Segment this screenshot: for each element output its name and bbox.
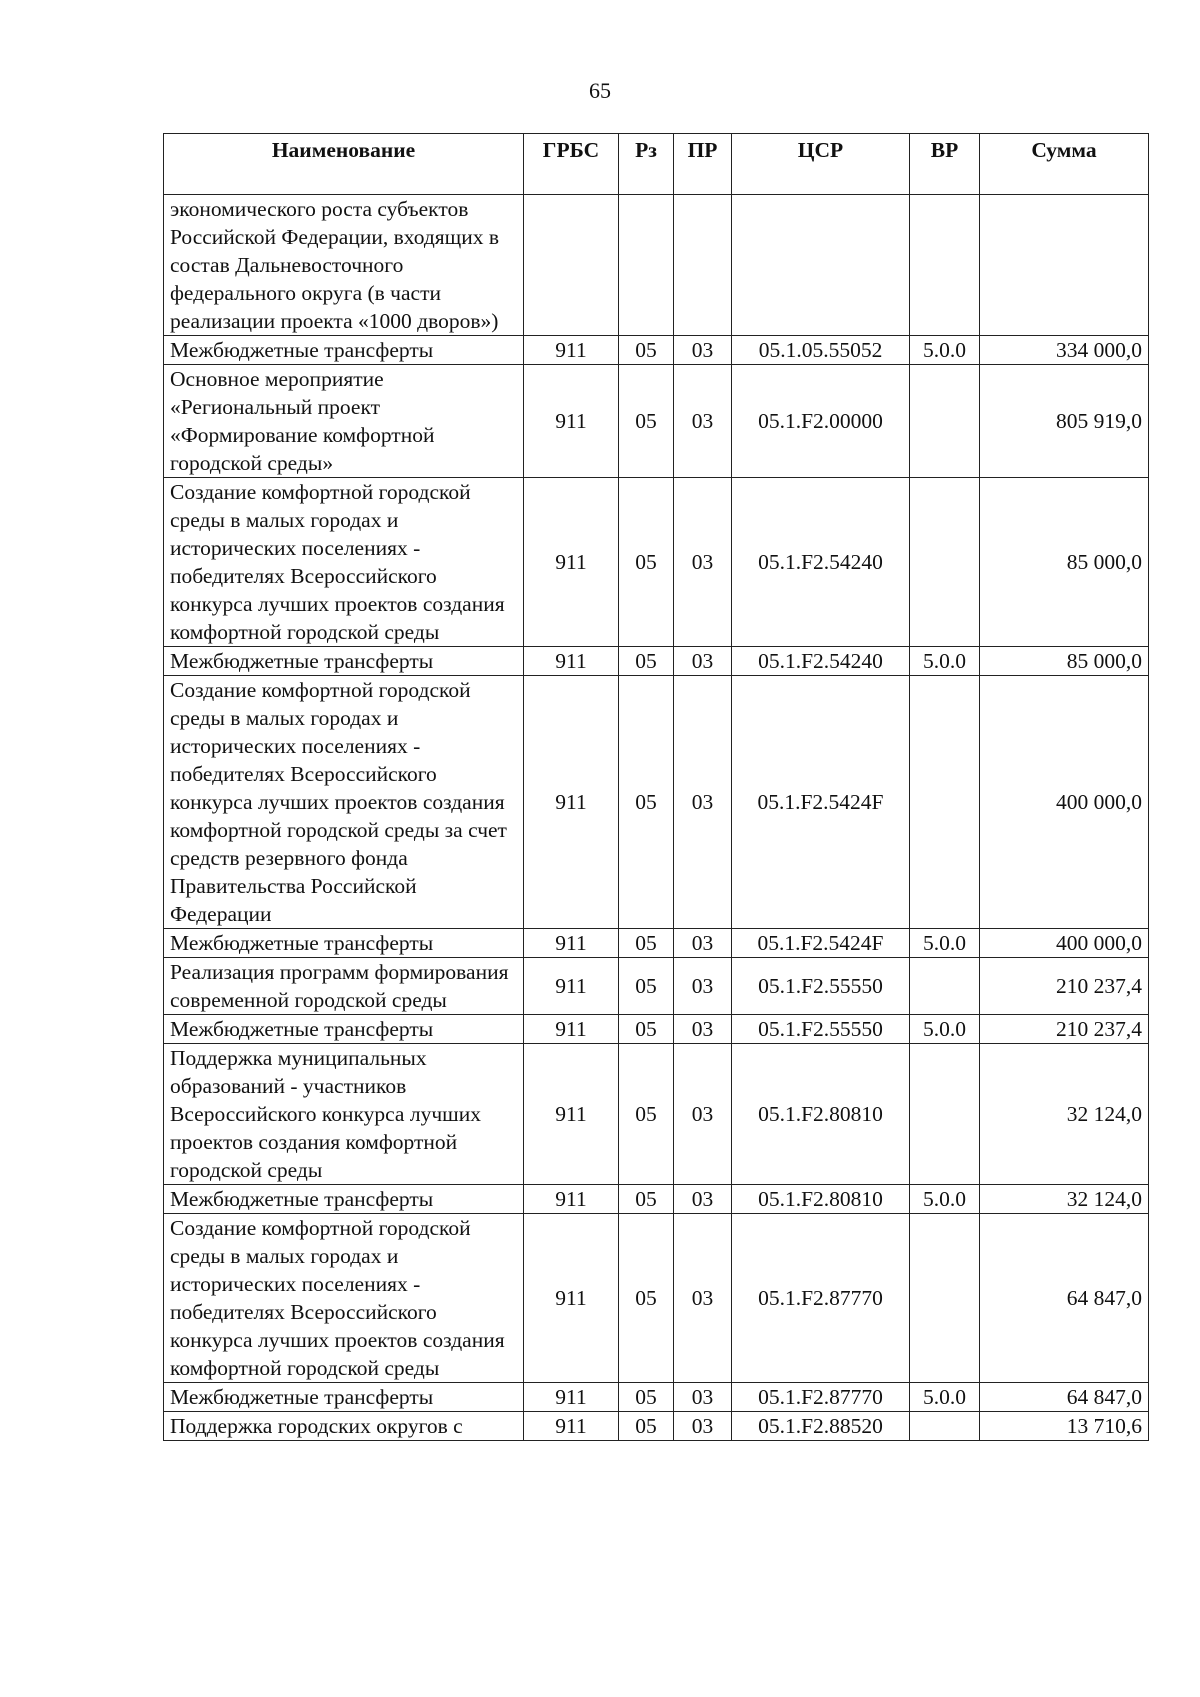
cell-vr: 5.0.0	[910, 1185, 980, 1214]
cell-name: Межбюджетные трансферты	[164, 929, 524, 958]
table-row	[164, 195, 1149, 336]
cell-csr: 05.1.F2.80810	[732, 1044, 910, 1185]
cell-name: Создание комфортной городской среды в малых городах и исторических поселениях - победителях Всероссийского конкурса лучших проектов создания комфортной городской среды	[164, 478, 524, 647]
cell-rz: 05	[619, 1383, 674, 1412]
cell-sum: 210 237,4	[980, 1015, 1149, 1044]
header-name: Наименование	[164, 134, 524, 195]
cell-grbs: 911	[524, 1412, 619, 1441]
cell-vr	[910, 676, 980, 929]
cell-vr	[910, 1412, 980, 1441]
cell-sum: 13 710,6	[980, 1412, 1149, 1441]
table-row	[164, 478, 1149, 647]
cell-pr: 03	[674, 1383, 732, 1412]
cell-pr: 03	[674, 1044, 732, 1185]
cell-sum: 334 000,0	[980, 336, 1149, 365]
cell-vr	[910, 958, 980, 1015]
cell-grbs: 911	[524, 365, 619, 478]
cell-sum: 85 000,0	[980, 478, 1149, 647]
cell-vr: 5.0.0	[910, 647, 980, 676]
cell-csr: 05.1.05.55052	[732, 336, 910, 365]
cell-rz: 05	[619, 1015, 674, 1044]
cell-name: Межбюджетные трансферты	[164, 1383, 524, 1412]
cell-csr	[732, 195, 910, 336]
cell-sum: 210 237,4	[980, 958, 1149, 1015]
table-row	[164, 1383, 1149, 1412]
table-row	[164, 929, 1149, 958]
cell-sum: 32 124,0	[980, 1044, 1149, 1185]
cell-grbs: 911	[524, 1383, 619, 1412]
cell-grbs: 911	[524, 478, 619, 647]
header-sum: Сумма	[980, 134, 1149, 195]
cell-rz	[619, 195, 674, 336]
cell-vr: 5.0.0	[910, 1383, 980, 1412]
cell-sum: 805 919,0	[980, 365, 1149, 478]
table-row	[164, 336, 1149, 365]
cell-grbs: 911	[524, 676, 619, 929]
cell-csr: 05.1.F2.54240	[732, 478, 910, 647]
header-vr: ВР	[910, 134, 980, 195]
cell-name: Межбюджетные трансферты	[164, 1185, 524, 1214]
cell-grbs: 911	[524, 1185, 619, 1214]
cell-rz: 05	[619, 1185, 674, 1214]
cell-grbs: 911	[524, 336, 619, 365]
cell-pr: 03	[674, 676, 732, 929]
cell-pr: 03	[674, 365, 732, 478]
cell-rz: 05	[619, 676, 674, 929]
cell-vr	[910, 1044, 980, 1185]
cell-name: Поддержка муниципальных образований - участников Всероссийского конкурса лучших проектов создания комфортной городской среды	[164, 1044, 524, 1185]
cell-csr: 05.1.F2.5424F	[732, 676, 910, 929]
cell-name: Создание комфортной городской среды в малых городах и исторических поселениях - победителях Всероссийского конкурса лучших проектов создания комфортной городской среды за счет средств резервного фонда Правительства Российской Федерации	[164, 676, 524, 929]
table-row	[164, 1044, 1149, 1185]
cell-rz: 05	[619, 929, 674, 958]
table-row	[164, 1412, 1149, 1441]
table-row	[164, 1185, 1149, 1214]
cell-name: Поддержка городских округов с	[164, 1412, 524, 1441]
cell-csr: 05.1.F2.87770	[732, 1214, 910, 1383]
budget-table	[163, 133, 1149, 1441]
cell-rz: 05	[619, 336, 674, 365]
cell-pr: 03	[674, 336, 732, 365]
cell-name: Межбюджетные трансферты	[164, 336, 524, 365]
cell-grbs: 911	[524, 958, 619, 1015]
table-header-row	[164, 134, 1149, 195]
cell-rz: 05	[619, 365, 674, 478]
cell-csr: 05.1.F2.88520	[732, 1412, 910, 1441]
cell-csr: 05.1.F2.00000	[732, 365, 910, 478]
cell-vr: 5.0.0	[910, 1015, 980, 1044]
header-pr: ПР	[674, 134, 732, 195]
cell-rz: 05	[619, 478, 674, 647]
cell-csr: 05.1.F2.80810	[732, 1185, 910, 1214]
cell-sum	[980, 195, 1149, 336]
table-row	[164, 676, 1149, 929]
cell-sum: 32 124,0	[980, 1185, 1149, 1214]
cell-pr: 03	[674, 958, 732, 1015]
cell-pr: 03	[674, 478, 732, 647]
cell-name: Реализация программ формирования современной городской среды	[164, 958, 524, 1015]
cell-name: Межбюджетные трансферты	[164, 647, 524, 676]
cell-grbs: 911	[524, 929, 619, 958]
cell-pr: 03	[674, 1412, 732, 1441]
cell-vr: 5.0.0	[910, 336, 980, 365]
cell-sum: 400 000,0	[980, 676, 1149, 929]
table-row	[164, 1214, 1149, 1383]
cell-grbs: 911	[524, 1214, 619, 1383]
cell-pr: 03	[674, 647, 732, 676]
cell-grbs: 911	[524, 1015, 619, 1044]
cell-rz: 05	[619, 1412, 674, 1441]
page-number: 65	[589, 78, 611, 103]
cell-sum: 400 000,0	[980, 929, 1149, 958]
cell-vr: 5.0.0	[910, 929, 980, 958]
cell-csr: 05.1.F2.5424F	[732, 929, 910, 958]
cell-sum: 64 847,0	[980, 1214, 1149, 1383]
cell-vr	[910, 195, 980, 336]
cell-pr: 03	[674, 929, 732, 958]
cell-sum: 85 000,0	[980, 647, 1149, 676]
cell-vr	[910, 365, 980, 478]
cell-grbs: 911	[524, 647, 619, 676]
cell-grbs: 911	[524, 1044, 619, 1185]
cell-name: Основное мероприятие «Региональный проект «Формирование комфортной городской среды»	[164, 365, 524, 478]
cell-rz: 05	[619, 1044, 674, 1185]
table-row	[164, 365, 1149, 478]
cell-rz: 05	[619, 1214, 674, 1383]
cell-sum: 64 847,0	[980, 1383, 1149, 1412]
cell-csr: 05.1.F2.55550	[732, 1015, 910, 1044]
cell-pr: 03	[674, 1214, 732, 1383]
cell-pr	[674, 195, 732, 336]
cell-vr	[910, 478, 980, 647]
cell-csr: 05.1.F2.55550	[732, 958, 910, 1015]
cell-rz: 05	[619, 958, 674, 1015]
header-csr: ЦСР	[732, 134, 910, 195]
cell-csr: 05.1.F2.54240	[732, 647, 910, 676]
header-rz: Рз	[619, 134, 674, 195]
cell-vr	[910, 1214, 980, 1383]
cell-name: экономического роста субъектов Российской Федерации, входящих в состав Дальневосточного федерального округа (в части реализации проекта «1000 дворов»)	[164, 195, 524, 336]
cell-csr: 05.1.F2.87770	[732, 1383, 910, 1412]
cell-pr: 03	[674, 1185, 732, 1214]
table-row	[164, 1015, 1149, 1044]
header-grbs: ГРБС	[524, 134, 619, 195]
table-row	[164, 958, 1149, 1015]
cell-name: Создание комфортной городской среды в малых городах и исторических поселениях - победителях Всероссийского конкурса лучших проектов создания комфортной городской среды	[164, 1214, 524, 1383]
cell-rz: 05	[619, 647, 674, 676]
cell-pr: 03	[674, 1015, 732, 1044]
table-row	[164, 647, 1149, 676]
cell-grbs	[524, 195, 619, 336]
cell-name: Межбюджетные трансферты	[164, 1015, 524, 1044]
